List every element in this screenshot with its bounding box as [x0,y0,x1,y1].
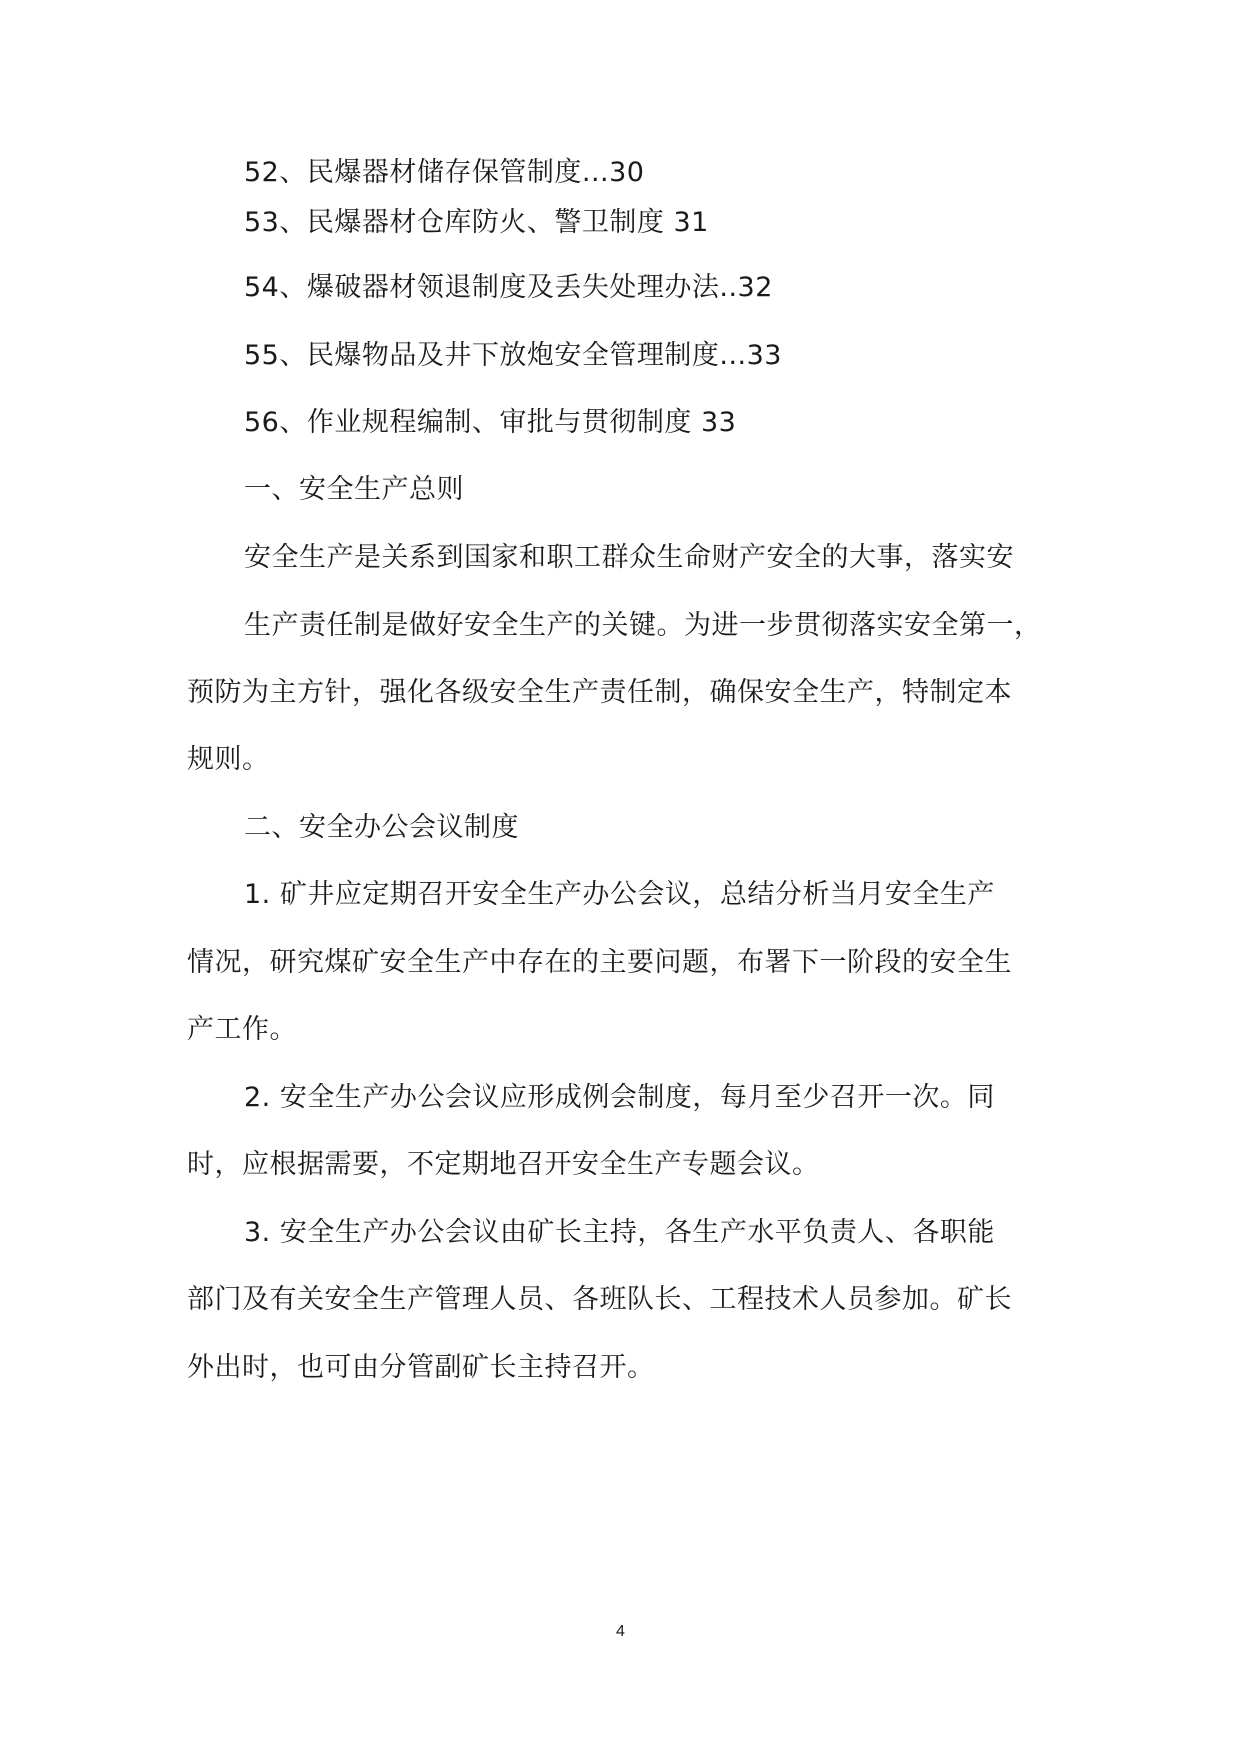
paragraph-line: 规则。 [187,744,270,775]
toc-entry-52: 52、民爆器材储存保管制度...30 [244,157,645,188]
toc-entry-55: 55、民爆物品及井下放炮安全管理制度...33 [244,340,782,371]
section-heading-safety-meeting: 二、安全办公会议制度 [244,812,519,843]
paragraph-line: 生产责任制是做好安全生产的关键。为进一步贯彻落实安全第一， [244,610,1042,641]
toc-entry-54: 54、爆破器材领退制度及丢失处理办法..32 [244,272,773,303]
page-number: 4 [616,1623,625,1640]
list-item-3-line: 部门及有关安全生产管理人员、各班队长、工程技术人员参加。矿长 [187,1284,1012,1315]
toc-entry-53: 53、民爆器材仓库防火、警卫制度 31 [244,207,709,238]
paragraph-line: 预防为主方针，强化各级安全生产责任制，确保安全生产，特制定本 [187,677,1012,708]
list-item-1-line: 情况，研究煤矿安全生产中存在的主要问题，布署下一阶段的安全生 [187,947,1012,978]
list-item-2-line: 2. 安全生产办公会议应形成例会制度，每月至少召开一次。同 [244,1082,995,1113]
section-heading-general-principles: 一、安全生产总则 [244,474,464,505]
paragraph-line: 安全生产是关系到国家和职工群众生命财产安全的大事，落实安 [244,542,1014,573]
list-item-1-line: 产工作。 [187,1014,297,1045]
toc-entry-56: 56、作业规程编制、审批与贯彻制度 33 [244,407,737,438]
list-item-1-line: 1. 矿井应定期召开安全生产办公会议，总结分析当月安全生产 [244,879,995,910]
list-item-3-line: 3. 安全生产办公会议由矿长主持，各生产水平负责人、各职能 [244,1217,995,1248]
list-item-3-line: 外出时，也可由分管副矿长主持召开。 [187,1352,655,1383]
list-item-2-line: 时，应根据需要，不定期地召开安全生产专题会议。 [187,1149,820,1180]
